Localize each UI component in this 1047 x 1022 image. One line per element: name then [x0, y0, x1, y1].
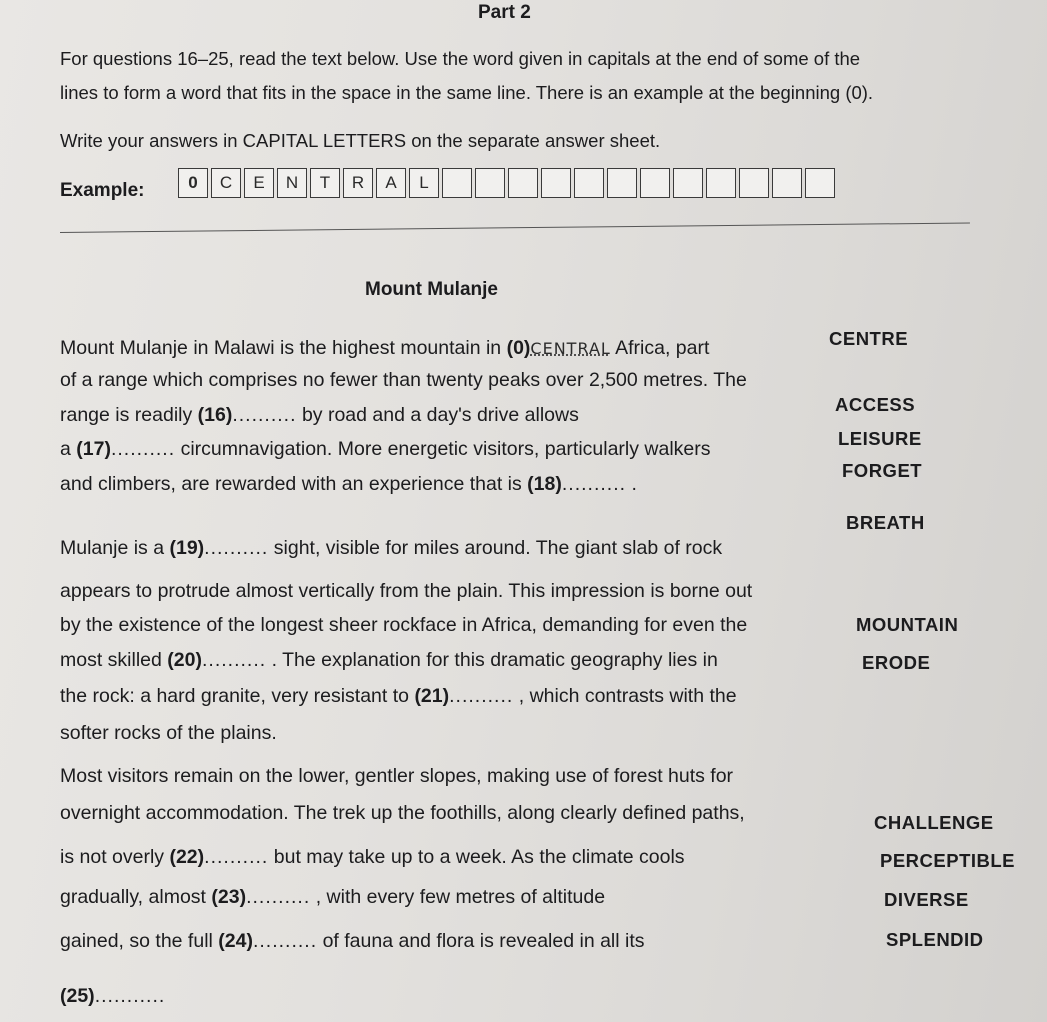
keyword: CHALLENGE: [874, 812, 994, 833]
text-line: softer rocks of the plains.: [60, 722, 277, 744]
keyword: CENTRE: [829, 328, 909, 349]
answer-gap: ..........: [561, 473, 627, 495]
letter-box: [673, 168, 703, 198]
question-number: (21): [414, 685, 450, 707]
text-line: [60, 886, 605, 909]
text-segment: range is readily: [60, 404, 193, 426]
keyword: ACCESS: [835, 394, 916, 415]
letter-box: A: [376, 168, 406, 198]
text-line: [60, 404, 579, 427]
question-number: (20): [167, 649, 202, 671]
letter-box: [442, 168, 472, 198]
text-segment: gained, so the full: [60, 930, 213, 952]
letter-box: [739, 168, 769, 198]
text-segment: Mount Mulanje in Malawi is the highest mountain in: [60, 337, 502, 359]
example-answer: CENTRAL: [530, 339, 611, 358]
text-segment: , with every few metres of altitude: [315, 886, 606, 908]
answer-gap: ..........: [246, 886, 311, 908]
text-segment: .: [631, 473, 637, 495]
example-answer-boxes: [178, 168, 835, 198]
answer-gap: ..........: [252, 930, 318, 952]
answer-gap: ..........: [110, 438, 176, 460]
letter-box: [475, 168, 505, 198]
keyword: PERCEPTIBLE: [880, 850, 1016, 871]
keyword: FORGET: [842, 460, 923, 481]
text-segment: gradually, almost: [60, 886, 206, 908]
text-line: [60, 649, 718, 672]
answer-gap: ..........: [449, 685, 514, 707]
instructions-line-3: Write your answers in CAPITAL LETTERS on the separate answer sheet.: [60, 130, 661, 151]
letter-box: [772, 168, 802, 198]
text-title: Mount Mulanje: [365, 279, 498, 300]
text-segment: , which contrasts with the: [518, 685, 737, 707]
text-line: appears to protrude almost vertically from the plain. This impression is borne out: [60, 580, 753, 602]
letter-box: [541, 168, 571, 198]
keyword: MOUNTAIN: [856, 614, 959, 635]
text-segment: the rock: a hard granite, very resistant to: [60, 685, 410, 707]
question-number: (19): [169, 537, 205, 559]
text-line: [60, 930, 645, 953]
letter-box: [607, 168, 637, 198]
text-line: [60, 985, 164, 1008]
keyword: LEISURE: [838, 428, 922, 449]
text-line: [60, 337, 709, 360]
letter-box: R: [343, 168, 373, 198]
answer-gap: ..........: [204, 846, 269, 868]
text-line: [60, 438, 711, 461]
question-number: (0): [506, 337, 531, 359]
question-number: (17): [76, 438, 111, 460]
text-line: [60, 846, 685, 869]
letter-box: [508, 168, 538, 198]
question-number: (24): [218, 930, 253, 952]
text-line: Most visitors remain on the lower, gentler slopes, making use of forest huts for: [60, 765, 734, 787]
text-segment: a: [60, 438, 71, 460]
text-segment: Africa, part: [615, 337, 710, 359]
letter-box: [706, 168, 736, 198]
example-label: Example:: [60, 180, 145, 201]
letter-box: T: [310, 168, 340, 198]
question-number: (25): [60, 985, 95, 1007]
text-line: [60, 537, 722, 560]
letter-box: N: [277, 168, 307, 198]
text-line: [60, 685, 737, 708]
text-segment: Mulanje is a: [60, 537, 165, 559]
letter-box: C: [211, 168, 241, 198]
text-line: [60, 473, 637, 496]
text-line: of a range which comprises no fewer than twenty peaks over 2,500 metres. The: [60, 369, 747, 391]
keyword: BREATH: [846, 512, 925, 533]
text-segment: circumnavigation. More energetic visitors, particularly walkers: [180, 438, 711, 460]
text-segment: sight, visible for miles around. The giant slab of rock: [273, 537, 723, 559]
question-number: (16): [197, 404, 233, 426]
text-segment: of fauna and flora is revealed in all its: [322, 930, 645, 952]
letter-box: L: [409, 168, 439, 198]
letter-box: [640, 168, 670, 198]
question-number: (23): [211, 886, 247, 908]
question-number: (22): [169, 846, 205, 868]
question-number: (18): [527, 473, 562, 495]
letter-box: E: [244, 168, 274, 198]
instructions-line-2: lines to form a word that fits in the space in the same line. There is an example at the beginning (0).: [60, 82, 874, 103]
text-segment: by road and a day's drive allows: [301, 404, 579, 426]
keyword: SPLENDID: [886, 929, 984, 950]
answer-gap: ..........: [201, 649, 267, 671]
text-segment: but may take up to a week. As the climate cools: [273, 846, 685, 868]
instructions-line-1: For questions 16–25, read the text below. Use the word given in capitals at the end of some of the: [60, 48, 861, 69]
keyword: ERODE: [862, 652, 931, 673]
text-segment: . The explanation for this dramatic geography lies in: [271, 649, 718, 671]
text-segment: is not overly: [60, 846, 165, 868]
text-line: by the existence of the longest sheer rockface in Africa, demanding for even the: [60, 614, 748, 636]
example-number-box: 0: [178, 168, 208, 198]
letter-box: [574, 168, 604, 198]
letter-box: [805, 168, 835, 198]
text-segment: and climbers, are rewarded with an experience that is: [60, 473, 522, 495]
text-line: overnight accommodation. The trek up the foothills, along clearly defined paths,: [60, 802, 745, 824]
text-segment: most skilled: [60, 649, 162, 671]
part-heading: Part 2: [478, 2, 531, 23]
text-segment: .: [158, 985, 165, 1007]
keyword: DIVERSE: [884, 889, 969, 910]
answer-gap: ..........: [204, 537, 269, 559]
answer-gap: ..........: [232, 404, 297, 426]
divider: [60, 222, 970, 233]
answer-gap: ..........: [94, 985, 159, 1007]
